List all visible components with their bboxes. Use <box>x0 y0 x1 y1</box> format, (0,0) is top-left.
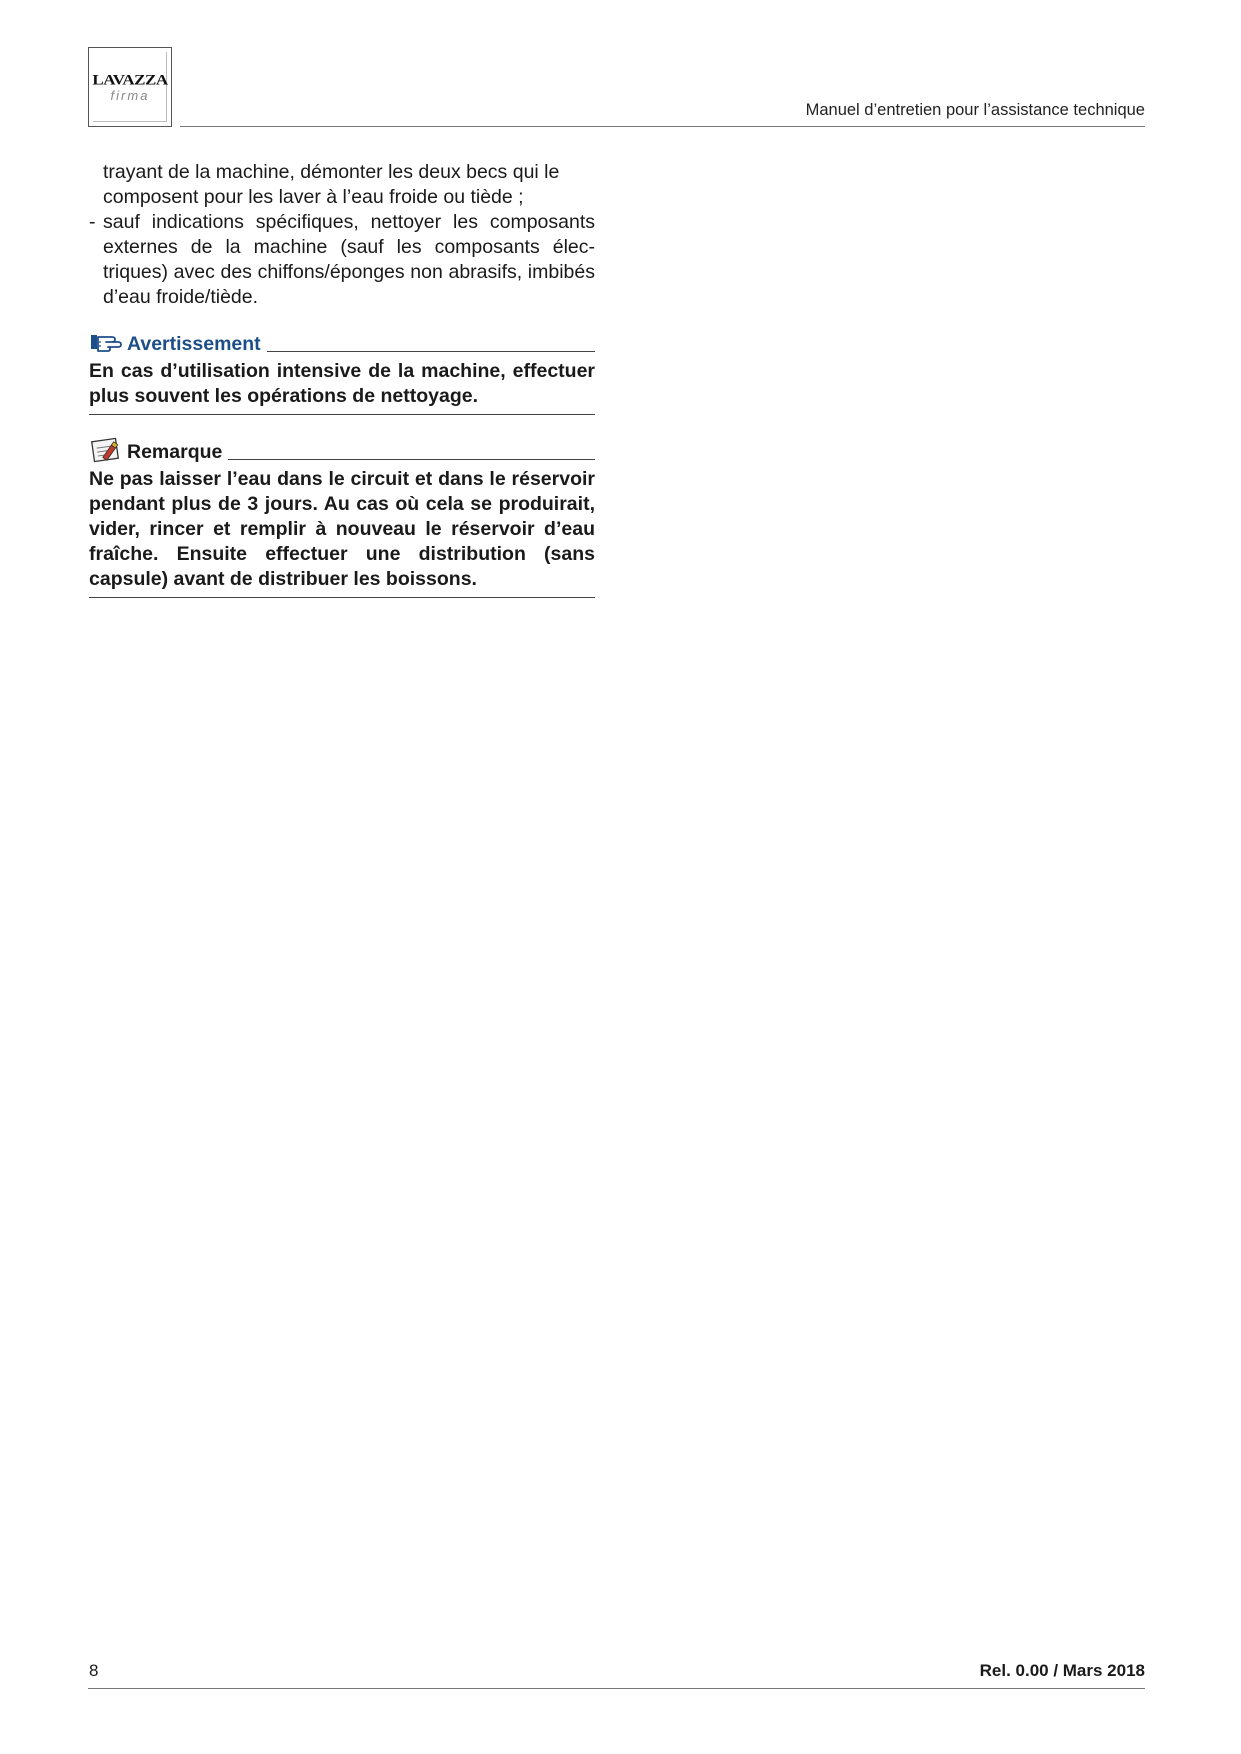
note-header-rule <box>228 459 595 460</box>
warning-header <box>89 329 595 355</box>
list-item-text: sauf indications spécifiques, nettoyer les composants externes de la machine (sauf les composants électriques) avec des chiffons/éponges non abrasifs, imbibés d’eau froide/tiède. <box>103 211 595 308</box>
note-label: Remarque <box>127 441 223 463</box>
note-box <box>89 437 595 598</box>
warning-label: Avertissement <box>127 333 261 355</box>
note-header <box>89 437 595 463</box>
continued-text-line-1: trayant de la machine, démonter les deux becs qui le <box>103 161 560 183</box>
logo-text: LAVAZZA <box>92 71 168 88</box>
page-number: 8 <box>89 1661 99 1680</box>
warning-text: En cas d’utilisation intensive de la machine, effectuer plus souvent les opérations de nettoyage. <box>89 359 595 415</box>
footer-divider <box>88 1688 1145 1689</box>
header-divider <box>180 126 1145 127</box>
note-text: Ne pas laisser l’eau dans le circuit et dans le réservoir pendant plus de 3 jours. Au cas où cela se produirait, vider, rincer et remplir à nouveau le réservoir d’eau fraîche. Ensuite effectuer une distribution (sans capsule) avant de distribuer les boissons. <box>89 467 595 598</box>
document-title: Manuel d’entretien pour l’assistance technique <box>805 101 1145 119</box>
brand-logo <box>88 47 172 127</box>
bullet-marker: - <box>89 211 96 233</box>
logo-subtext: firma <box>110 88 150 103</box>
warning-header-rule <box>267 351 595 352</box>
release-info: Rel. 0.00 / Mars 2018 <box>979 1661 1145 1680</box>
list-item <box>89 210 595 310</box>
pointing-hand-icon <box>89 329 127 355</box>
warning-box <box>89 329 595 415</box>
text-column <box>89 160 595 598</box>
continued-text-line-2: composent pour les laver à l’eau froide ou tiède ; <box>103 186 524 208</box>
notepad-pencil-icon <box>89 437 127 463</box>
